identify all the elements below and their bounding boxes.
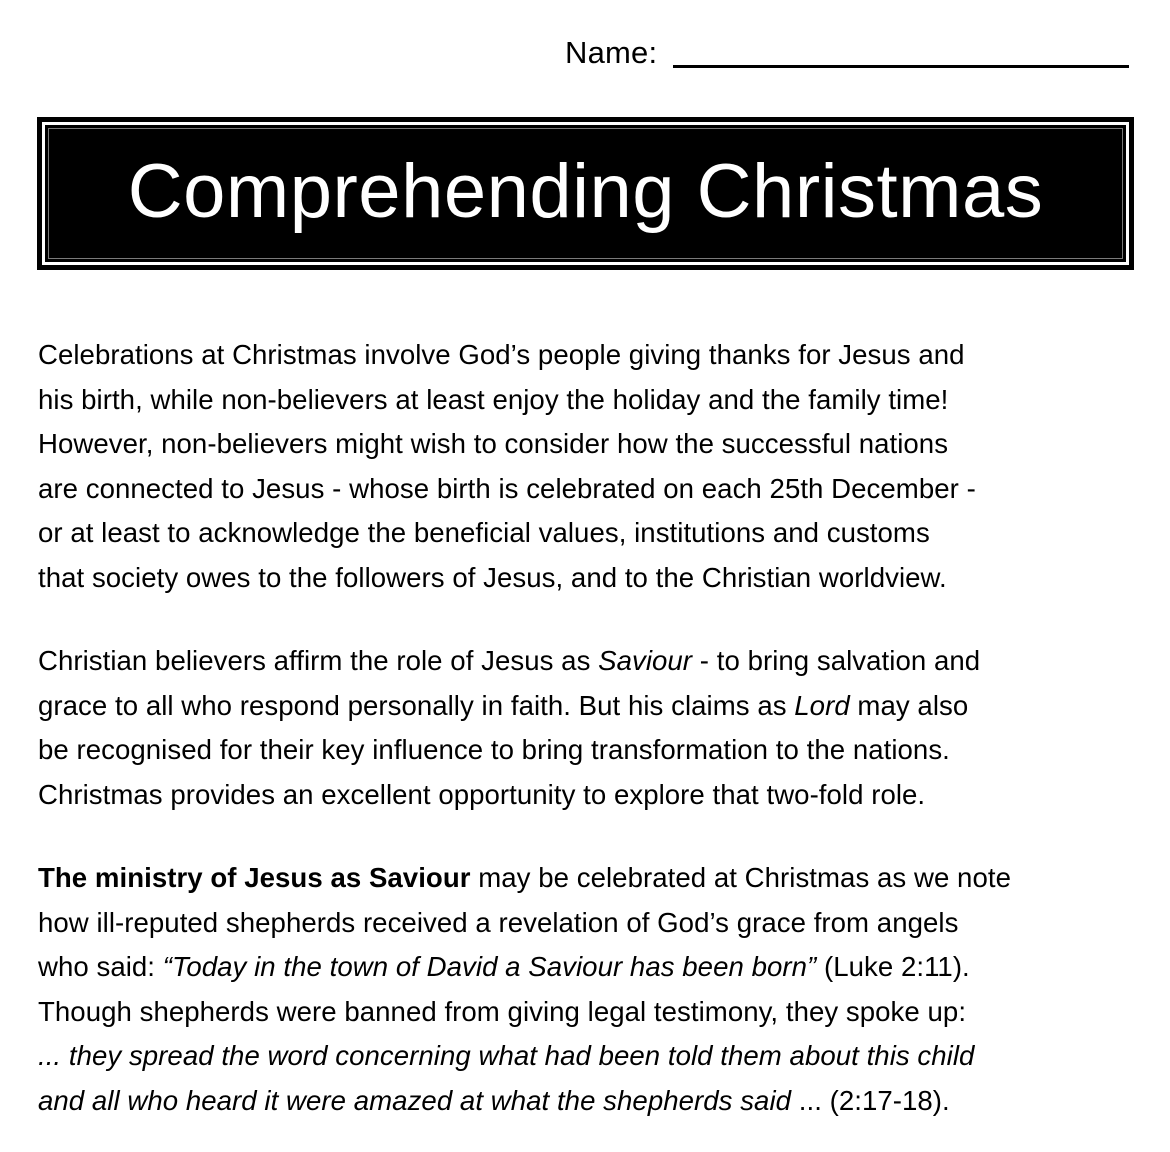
paragraph-line bbox=[38, 684, 1138, 729]
paragraph-saviour-lord bbox=[38, 639, 1138, 817]
paragraph-line: Celebrations at Christmas involve God’s people giving thanks for Jesus and bbox=[38, 339, 965, 370]
paragraph-line: that society owes to the followers of Jesus, and to the Christian worldview. bbox=[38, 561, 947, 593]
emphasis-saviour: Saviour bbox=[598, 645, 693, 676]
text-run: who said: bbox=[38, 951, 163, 982]
paragraph-line: However, non-believers might wish to consider how the successful nations bbox=[38, 428, 949, 459]
title-banner-inner bbox=[48, 128, 1123, 259]
text-run: grace to all who respond personally in faith. But his claims as bbox=[38, 689, 795, 721]
scripture-quote: and all who heard it were amazed at what the shepherds said bbox=[38, 1084, 792, 1116]
paragraph-intro bbox=[38, 333, 1138, 600]
text-run: Christian believers affirm the role of Jesus as bbox=[38, 645, 599, 676]
text-run: - to bring salvation and bbox=[692, 645, 981, 676]
paragraph-line: Christmas provides an excellent opportunity to explore that two-fold role. bbox=[38, 778, 926, 810]
paragraph-line: Though shepherds were banned from giving legal testimony, they spoke up: bbox=[38, 995, 967, 1027]
title-banner bbox=[37, 117, 1134, 270]
paragraph-line bbox=[38, 856, 1138, 901]
name-blank-line[interactable] bbox=[673, 65, 1129, 68]
text-run: may be celebrated at Christmas as we note bbox=[470, 862, 1011, 893]
scripture-quote: “Today in the town of David a Saviour has been born” bbox=[162, 951, 817, 982]
paragraph-line: be recognised for their key influence to bring transformation to the nations. bbox=[38, 734, 950, 765]
paragraph-line bbox=[38, 639, 1138, 684]
page-title: Comprehending Christmas bbox=[127, 148, 1044, 234]
text-run: may also bbox=[849, 689, 969, 721]
title-banner-frame bbox=[42, 122, 1129, 265]
paragraph-ministry-saviour bbox=[38, 856, 1138, 1123]
scripture-quote-line: ... they spread the word concerning what had been told them about this child bbox=[38, 1040, 975, 1071]
paragraph-line: his birth, while non-believers at least enjoy the holiday and the family time! bbox=[38, 383, 949, 415]
name-label: Name: bbox=[565, 35, 658, 70]
section-heading-inline: The ministry of Jesus as Saviour bbox=[38, 862, 471, 893]
name-field-row bbox=[565, 30, 1140, 76]
paragraph-line: are connected to Jesus - whose birth is celebrated on each 25th December - bbox=[38, 472, 976, 504]
paragraph-line: or at least to acknowledge the beneficial values, institutions and customs bbox=[38, 517, 930, 548]
emphasis-lord: Lord bbox=[794, 689, 850, 721]
scripture-reference: ... (2:17-18). bbox=[791, 1084, 950, 1116]
paragraph-line bbox=[38, 1079, 1138, 1124]
paragraph-line bbox=[38, 945, 1138, 990]
scripture-reference: (Luke 2:11). bbox=[816, 951, 970, 982]
paragraph-line: how ill-reputed shepherds received a revelation of God’s grace from angels bbox=[38, 906, 959, 938]
